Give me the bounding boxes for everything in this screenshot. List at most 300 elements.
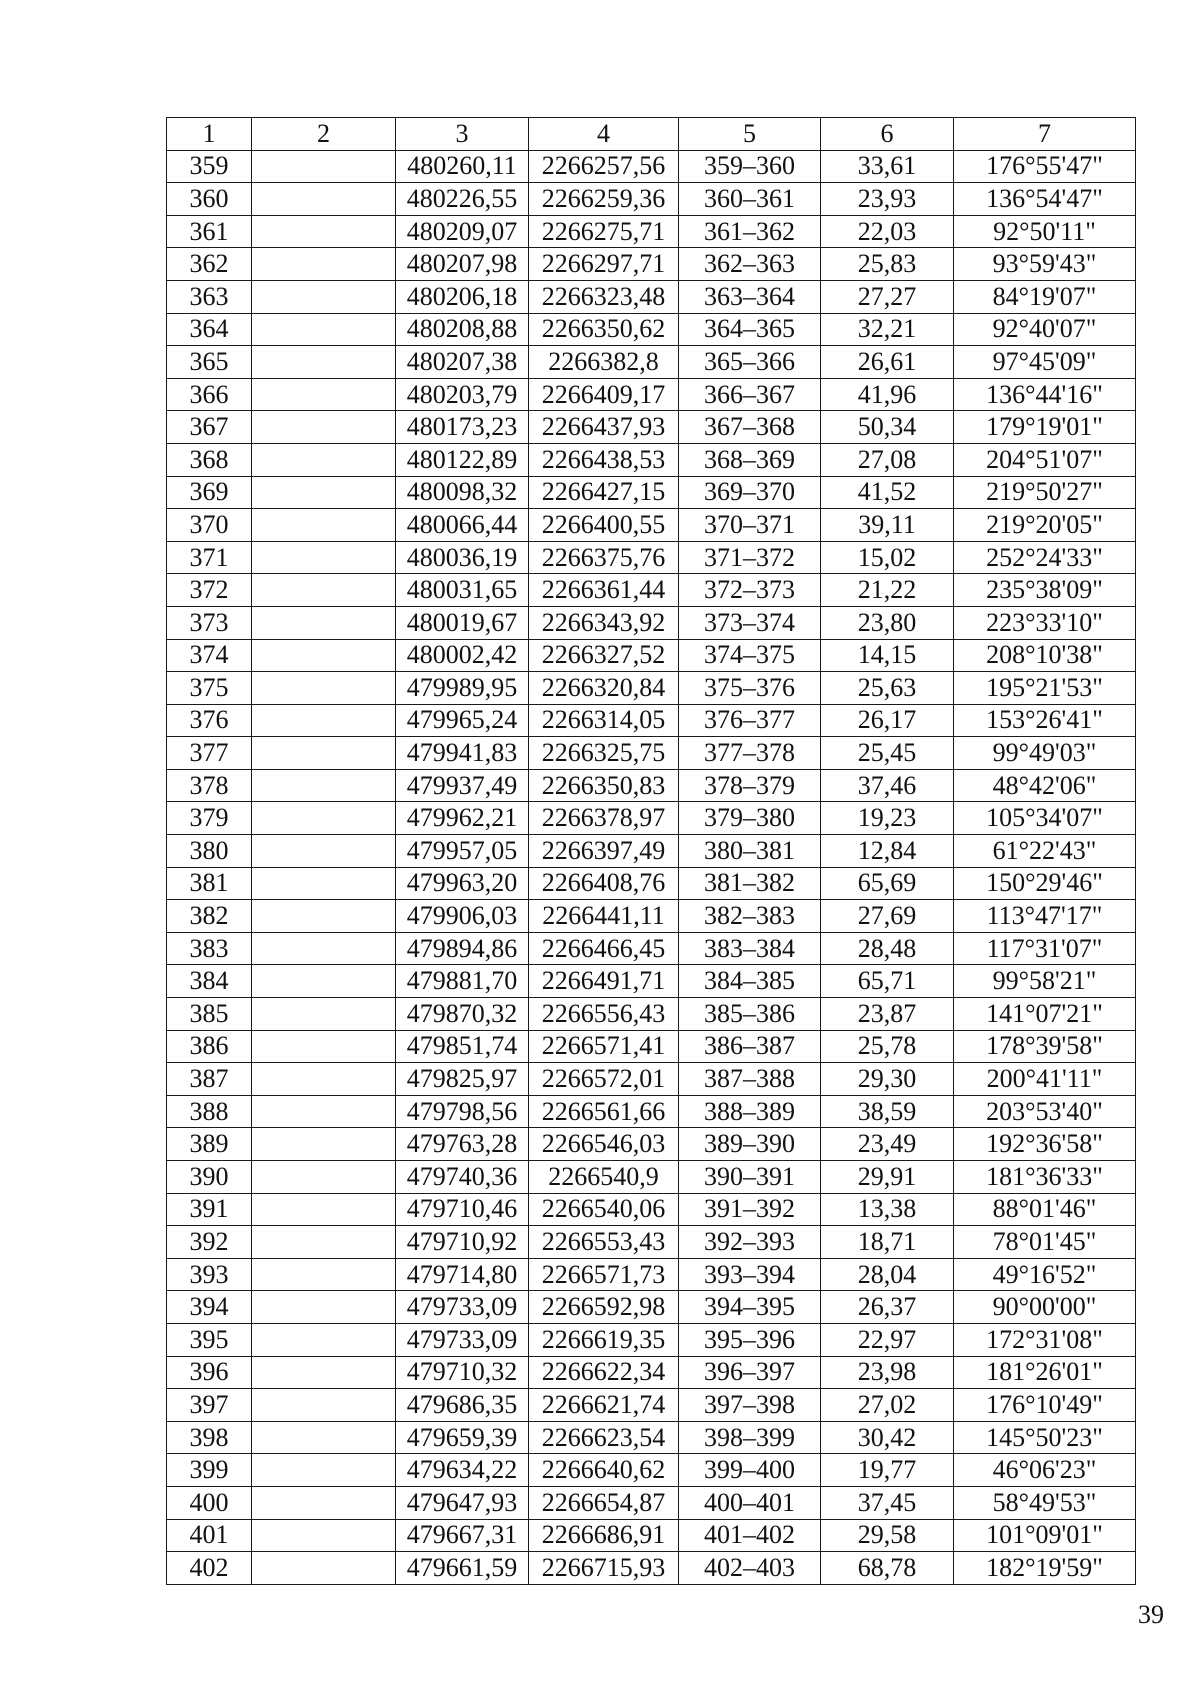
cell-y-coordinate: 2266257,56 <box>529 150 679 183</box>
cell-y-coordinate: 2266361,44 <box>529 574 679 607</box>
cell-bearing: 176°55'47" <box>954 150 1136 183</box>
table-row <box>167 541 1136 574</box>
cell-x-coordinate: 479710,46 <box>396 1193 529 1226</box>
cell-y-coordinate: 2266540,9 <box>529 1161 679 1194</box>
cell-bearing: 46°06'23" <box>954 1454 1136 1487</box>
cell-x-coordinate: 480260,11 <box>396 150 529 183</box>
cell-point-number: 377 <box>167 737 252 770</box>
cell-y-coordinate: 2266375,76 <box>529 541 679 574</box>
cell-column-2 <box>252 867 396 900</box>
cell-y-coordinate: 2266350,62 <box>529 313 679 346</box>
cell-bearing: 181°36'33" <box>954 1161 1136 1194</box>
cell-x-coordinate: 479870,32 <box>396 998 529 1031</box>
cell-point-number: 393 <box>167 1258 252 1291</box>
cell-bearing: 203°53'40" <box>954 1095 1136 1128</box>
table-row <box>167 1421 1136 1454</box>
cell-column-2 <box>252 769 396 802</box>
cell-column-2 <box>252 1291 396 1324</box>
cell-length: 18,71 <box>821 1226 954 1259</box>
cell-length: 22,03 <box>821 215 954 248</box>
coordinates-table <box>166 117 1136 1585</box>
cell-segment: 387–388 <box>679 1063 821 1096</box>
cell-segment: 379–380 <box>679 802 821 835</box>
cell-length: 25,83 <box>821 248 954 281</box>
cell-column-2 <box>252 704 396 737</box>
cell-length: 37,46 <box>821 769 954 802</box>
cell-segment: 359–360 <box>679 150 821 183</box>
cell-y-coordinate: 2266546,03 <box>529 1128 679 1161</box>
cell-column-2 <box>252 1552 396 1585</box>
cell-bearing: 99°49'03" <box>954 737 1136 770</box>
cell-x-coordinate: 479634,22 <box>396 1454 529 1487</box>
cell-y-coordinate: 2266297,71 <box>529 248 679 281</box>
cell-point-number: 361 <box>167 215 252 248</box>
cell-y-coordinate: 2266622,34 <box>529 1356 679 1389</box>
header-col-7: 7 <box>954 118 1136 151</box>
cell-segment: 380–381 <box>679 835 821 868</box>
cell-point-number: 367 <box>167 411 252 444</box>
cell-y-coordinate: 2266397,49 <box>529 835 679 868</box>
cell-point-number: 381 <box>167 867 252 900</box>
cell-segment: 393–394 <box>679 1258 821 1291</box>
cell-segment: 395–396 <box>679 1323 821 1356</box>
table-row <box>167 313 1136 346</box>
cell-length: 65,71 <box>821 965 954 998</box>
cell-bearing: 61°22'43" <box>954 835 1136 868</box>
table-row <box>167 183 1136 216</box>
cell-column-2 <box>252 1161 396 1194</box>
cell-point-number: 363 <box>167 280 252 313</box>
cell-segment: 360–361 <box>679 183 821 216</box>
cell-bearing: 204°51'07" <box>954 443 1136 476</box>
cell-point-number: 389 <box>167 1128 252 1161</box>
cell-point-number: 379 <box>167 802 252 835</box>
cell-length: 29,91 <box>821 1161 954 1194</box>
cell-bearing: 192°36'58" <box>954 1128 1136 1161</box>
cell-point-number: 392 <box>167 1226 252 1259</box>
cell-x-coordinate: 479894,86 <box>396 932 529 965</box>
cell-point-number: 365 <box>167 346 252 379</box>
cell-y-coordinate: 2266441,11 <box>529 900 679 933</box>
cell-x-coordinate: 480209,07 <box>396 215 529 248</box>
cell-column-2 <box>252 737 396 770</box>
cell-bearing: 252°24'33" <box>954 541 1136 574</box>
cell-point-number: 400 <box>167 1486 252 1519</box>
cell-bearing: 153°26'41" <box>954 704 1136 737</box>
cell-x-coordinate: 479710,92 <box>396 1226 529 1259</box>
cell-bearing: 58°49'53" <box>954 1486 1136 1519</box>
cell-y-coordinate: 2266409,17 <box>529 378 679 411</box>
cell-segment: 396–397 <box>679 1356 821 1389</box>
cell-bearing: 200°41'11" <box>954 1063 1136 1096</box>
cell-bearing: 195°21'53" <box>954 672 1136 705</box>
table-row <box>167 280 1136 313</box>
cell-x-coordinate: 480066,44 <box>396 509 529 542</box>
cell-segment: 369–370 <box>679 476 821 509</box>
table-row <box>167 1323 1136 1356</box>
cell-y-coordinate: 2266314,05 <box>529 704 679 737</box>
cell-bearing: 105°34'07" <box>954 802 1136 835</box>
cell-y-coordinate: 2266259,36 <box>529 183 679 216</box>
cell-segment: 378–379 <box>679 769 821 802</box>
cell-column-2 <box>252 606 396 639</box>
table-row <box>167 1095 1136 1128</box>
cell-length: 27,08 <box>821 443 954 476</box>
header-col-1: 1 <box>167 118 252 151</box>
cell-column-2 <box>252 541 396 574</box>
cell-length: 25,63 <box>821 672 954 705</box>
cell-point-number: 384 <box>167 965 252 998</box>
table-row <box>167 1454 1136 1487</box>
cell-y-coordinate: 2266408,76 <box>529 867 679 900</box>
cell-length: 25,45 <box>821 737 954 770</box>
cell-length: 23,93 <box>821 183 954 216</box>
cell-x-coordinate: 479941,83 <box>396 737 529 770</box>
cell-y-coordinate: 2266571,41 <box>529 1030 679 1063</box>
cell-point-number: 395 <box>167 1323 252 1356</box>
cell-x-coordinate: 479965,24 <box>396 704 529 737</box>
cell-x-coordinate: 479710,32 <box>396 1356 529 1389</box>
cell-length: 65,69 <box>821 867 954 900</box>
cell-point-number: 376 <box>167 704 252 737</box>
cell-y-coordinate: 2266438,53 <box>529 443 679 476</box>
cell-y-coordinate: 2266427,15 <box>529 476 679 509</box>
cell-segment: 373–374 <box>679 606 821 639</box>
cell-point-number: 386 <box>167 1030 252 1063</box>
cell-segment: 383–384 <box>679 932 821 965</box>
cell-length: 26,37 <box>821 1291 954 1324</box>
cell-length: 23,49 <box>821 1128 954 1161</box>
table-row <box>167 1486 1136 1519</box>
table-row <box>167 1519 1136 1552</box>
cell-column-2 <box>252 1486 396 1519</box>
cell-x-coordinate: 479740,36 <box>396 1161 529 1194</box>
cell-bearing: 49°16'52" <box>954 1258 1136 1291</box>
cell-length: 50,34 <box>821 411 954 444</box>
cell-column-2 <box>252 900 396 933</box>
cell-x-coordinate: 479667,31 <box>396 1519 529 1552</box>
table-row <box>167 1258 1136 1291</box>
cell-column-2 <box>252 1095 396 1128</box>
cell-column-2 <box>252 998 396 1031</box>
cell-bearing: 113°47'17" <box>954 900 1136 933</box>
cell-x-coordinate: 479957,05 <box>396 835 529 868</box>
cell-x-coordinate: 479962,21 <box>396 802 529 835</box>
cell-length: 41,52 <box>821 476 954 509</box>
cell-length: 33,61 <box>821 150 954 183</box>
cell-x-coordinate: 480173,23 <box>396 411 529 444</box>
cell-segment: 363–364 <box>679 280 821 313</box>
cell-point-number: 369 <box>167 476 252 509</box>
cell-segment: 376–377 <box>679 704 821 737</box>
cell-column-2 <box>252 1454 396 1487</box>
cell-x-coordinate: 479851,74 <box>396 1030 529 1063</box>
cell-length: 30,42 <box>821 1421 954 1454</box>
cell-x-coordinate: 479798,56 <box>396 1095 529 1128</box>
cell-length: 39,11 <box>821 509 954 542</box>
cell-bearing: 136°54'47" <box>954 183 1136 216</box>
cell-segment: 381–382 <box>679 867 821 900</box>
cell-point-number: 383 <box>167 932 252 965</box>
cell-x-coordinate: 479661,59 <box>396 1552 529 1585</box>
cell-bearing: 208°10'38" <box>954 639 1136 672</box>
page-number: 39 <box>1138 1600 1164 1629</box>
cell-column-2 <box>252 639 396 672</box>
cell-bearing: 178°39'58" <box>954 1030 1136 1063</box>
cell-length: 41,96 <box>821 378 954 411</box>
cell-y-coordinate: 2266553,43 <box>529 1226 679 1259</box>
table-row <box>167 1552 1136 1585</box>
cell-length: 12,84 <box>821 835 954 868</box>
table-row <box>167 215 1136 248</box>
cell-column-2 <box>252 672 396 705</box>
cell-bearing: 150°29'46" <box>954 867 1136 900</box>
cell-bearing: 235°38'09" <box>954 574 1136 607</box>
cell-x-coordinate: 479686,35 <box>396 1389 529 1422</box>
cell-column-2 <box>252 280 396 313</box>
cell-bearing: 88°01'46" <box>954 1193 1136 1226</box>
cell-length: 27,69 <box>821 900 954 933</box>
cell-segment: 386–387 <box>679 1030 821 1063</box>
cell-bearing: 145°50'23" <box>954 1421 1136 1454</box>
table-row <box>167 1226 1136 1259</box>
cell-point-number: 394 <box>167 1291 252 1324</box>
cell-segment: 398–399 <box>679 1421 821 1454</box>
cell-column-2 <box>252 835 396 868</box>
cell-segment: 385–386 <box>679 998 821 1031</box>
cell-length: 23,98 <box>821 1356 954 1389</box>
cell-segment: 397–398 <box>679 1389 821 1422</box>
cell-column-2 <box>252 1063 396 1096</box>
cell-x-coordinate: 480002,42 <box>396 639 529 672</box>
cell-y-coordinate: 2266621,74 <box>529 1389 679 1422</box>
cell-point-number: 370 <box>167 509 252 542</box>
cell-point-number: 372 <box>167 574 252 607</box>
cell-bearing: 181°26'01" <box>954 1356 1136 1389</box>
cell-column-2 <box>252 509 396 542</box>
cell-point-number: 378 <box>167 769 252 802</box>
cell-column-2 <box>252 1128 396 1161</box>
cell-segment: 362–363 <box>679 248 821 281</box>
cell-length: 68,78 <box>821 1552 954 1585</box>
cell-length: 22,97 <box>821 1323 954 1356</box>
cell-y-coordinate: 2266571,73 <box>529 1258 679 1291</box>
cell-bearing: 117°31'07" <box>954 932 1136 965</box>
cell-length: 25,78 <box>821 1030 954 1063</box>
cell-column-2 <box>252 802 396 835</box>
table-row <box>167 1128 1136 1161</box>
cell-point-number: 401 <box>167 1519 252 1552</box>
cell-point-number: 398 <box>167 1421 252 1454</box>
cell-length: 13,38 <box>821 1193 954 1226</box>
table-row <box>167 1389 1136 1422</box>
cell-x-coordinate: 479989,95 <box>396 672 529 705</box>
cell-column-2 <box>252 932 396 965</box>
cell-y-coordinate: 2266592,98 <box>529 1291 679 1324</box>
cell-point-number: 375 <box>167 672 252 705</box>
cell-length: 29,30 <box>821 1063 954 1096</box>
cell-length: 27,02 <box>821 1389 954 1422</box>
cell-length: 19,23 <box>821 802 954 835</box>
table-row <box>167 867 1136 900</box>
table-row <box>167 443 1136 476</box>
cell-x-coordinate: 480031,65 <box>396 574 529 607</box>
table-row <box>167 737 1136 770</box>
table-body <box>167 150 1136 1584</box>
cell-column-2 <box>252 411 396 444</box>
table-row <box>167 378 1136 411</box>
cell-y-coordinate: 2266275,71 <box>529 215 679 248</box>
cell-point-number: 368 <box>167 443 252 476</box>
cell-bearing: 92°40'07" <box>954 313 1136 346</box>
table-row <box>167 1063 1136 1096</box>
cell-column-2 <box>252 574 396 607</box>
cell-column-2 <box>252 1226 396 1259</box>
cell-segment: 366–367 <box>679 378 821 411</box>
table-header-row <box>167 118 1136 151</box>
cell-bearing: 84°19'07" <box>954 280 1136 313</box>
cell-y-coordinate: 2266654,87 <box>529 1486 679 1519</box>
cell-length: 28,48 <box>821 932 954 965</box>
cell-bearing: 90°00'00" <box>954 1291 1136 1324</box>
cell-column-2 <box>252 965 396 998</box>
cell-bearing: 78°01'45" <box>954 1226 1136 1259</box>
table-row <box>167 411 1136 444</box>
cell-point-number: 366 <box>167 378 252 411</box>
table-row <box>167 574 1136 607</box>
cell-point-number: 373 <box>167 606 252 639</box>
cell-y-coordinate: 2266325,75 <box>529 737 679 770</box>
table-row <box>167 248 1136 281</box>
cell-length: 29,58 <box>821 1519 954 1552</box>
cell-point-number: 388 <box>167 1095 252 1128</box>
cell-segment: 384–385 <box>679 965 821 998</box>
cell-segment: 390–391 <box>679 1161 821 1194</box>
cell-column-2 <box>252 215 396 248</box>
cell-column-2 <box>252 1421 396 1454</box>
table-row <box>167 1161 1136 1194</box>
cell-y-coordinate: 2266556,43 <box>529 998 679 1031</box>
table-row <box>167 998 1136 1031</box>
cell-bearing: 48°42'06" <box>954 769 1136 802</box>
cell-column-2 <box>252 1356 396 1389</box>
table-row <box>167 476 1136 509</box>
cell-point-number: 385 <box>167 998 252 1031</box>
header-col-4: 4 <box>529 118 679 151</box>
cell-column-2 <box>252 313 396 346</box>
cell-segment: 399–400 <box>679 1454 821 1487</box>
cell-x-coordinate: 480098,32 <box>396 476 529 509</box>
table-row <box>167 1291 1136 1324</box>
cell-point-number: 387 <box>167 1063 252 1096</box>
cell-y-coordinate: 2266640,62 <box>529 1454 679 1487</box>
cell-segment: 377–378 <box>679 737 821 770</box>
cell-y-coordinate: 2266466,45 <box>529 932 679 965</box>
cell-bearing: 141°07'21" <box>954 998 1136 1031</box>
cell-point-number: 364 <box>167 313 252 346</box>
cell-x-coordinate: 479763,28 <box>396 1128 529 1161</box>
cell-segment: 401–402 <box>679 1519 821 1552</box>
cell-x-coordinate: 480207,98 <box>396 248 529 281</box>
cell-column-2 <box>252 378 396 411</box>
cell-segment: 394–395 <box>679 1291 821 1324</box>
cell-x-coordinate: 479733,09 <box>396 1291 529 1324</box>
cell-point-number: 380 <box>167 835 252 868</box>
cell-column-2 <box>252 1030 396 1063</box>
cell-segment: 368–369 <box>679 443 821 476</box>
cell-bearing: 97°45'09" <box>954 346 1136 379</box>
cell-length: 32,21 <box>821 313 954 346</box>
cell-x-coordinate: 480203,79 <box>396 378 529 411</box>
cell-length: 28,04 <box>821 1258 954 1291</box>
cell-column-2 <box>252 1389 396 1422</box>
cell-y-coordinate: 2266378,97 <box>529 802 679 835</box>
cell-bearing: 92°50'11" <box>954 215 1136 248</box>
cell-point-number: 391 <box>167 1193 252 1226</box>
cell-segment: 388–389 <box>679 1095 821 1128</box>
cell-point-number: 371 <box>167 541 252 574</box>
cell-x-coordinate: 479881,70 <box>396 965 529 998</box>
cell-x-coordinate: 479906,03 <box>396 900 529 933</box>
cell-column-2 <box>252 1323 396 1356</box>
cell-bearing: 172°31'08" <box>954 1323 1136 1356</box>
cell-segment: 364–365 <box>679 313 821 346</box>
cell-x-coordinate: 480036,19 <box>396 541 529 574</box>
header-col-3: 3 <box>396 118 529 151</box>
table-row <box>167 835 1136 868</box>
cell-bearing: 176°10'49" <box>954 1389 1136 1422</box>
cell-bearing: 93°59'43" <box>954 248 1136 281</box>
cell-length: 21,22 <box>821 574 954 607</box>
table-row <box>167 802 1136 835</box>
cell-length: 19,77 <box>821 1454 954 1487</box>
cell-y-coordinate: 2266327,52 <box>529 639 679 672</box>
cell-bearing: 179°19'01" <box>954 411 1136 444</box>
cell-segment: 375–376 <box>679 672 821 705</box>
cell-y-coordinate: 2266323,48 <box>529 280 679 313</box>
table-row <box>167 1356 1136 1389</box>
table-row <box>167 672 1136 705</box>
cell-bearing: 223°33'10" <box>954 606 1136 639</box>
cell-y-coordinate: 2266715,93 <box>529 1552 679 1585</box>
cell-x-coordinate: 479733,09 <box>396 1323 529 1356</box>
cell-segment: 392–393 <box>679 1226 821 1259</box>
table-row <box>167 1030 1136 1063</box>
cell-y-coordinate: 2266382,8 <box>529 346 679 379</box>
cell-segment: 374–375 <box>679 639 821 672</box>
cell-x-coordinate: 480206,18 <box>396 280 529 313</box>
table-row <box>167 769 1136 802</box>
cell-column-2 <box>252 1193 396 1226</box>
cell-bearing: 182°19'59" <box>954 1552 1136 1585</box>
cell-column-2 <box>252 1258 396 1291</box>
cell-column-2 <box>252 248 396 281</box>
cell-segment: 371–372 <box>679 541 821 574</box>
cell-y-coordinate: 2266561,66 <box>529 1095 679 1128</box>
cell-column-2 <box>252 476 396 509</box>
table-row <box>167 150 1136 183</box>
cell-length: 37,45 <box>821 1486 954 1519</box>
cell-x-coordinate: 479659,39 <box>396 1421 529 1454</box>
table-row <box>167 932 1136 965</box>
cell-length: 23,80 <box>821 606 954 639</box>
cell-y-coordinate: 2266437,93 <box>529 411 679 444</box>
cell-segment: 361–362 <box>679 215 821 248</box>
cell-bearing: 101°09'01" <box>954 1519 1136 1552</box>
cell-column-2 <box>252 443 396 476</box>
cell-y-coordinate: 2266540,06 <box>529 1193 679 1226</box>
cell-point-number: 399 <box>167 1454 252 1487</box>
